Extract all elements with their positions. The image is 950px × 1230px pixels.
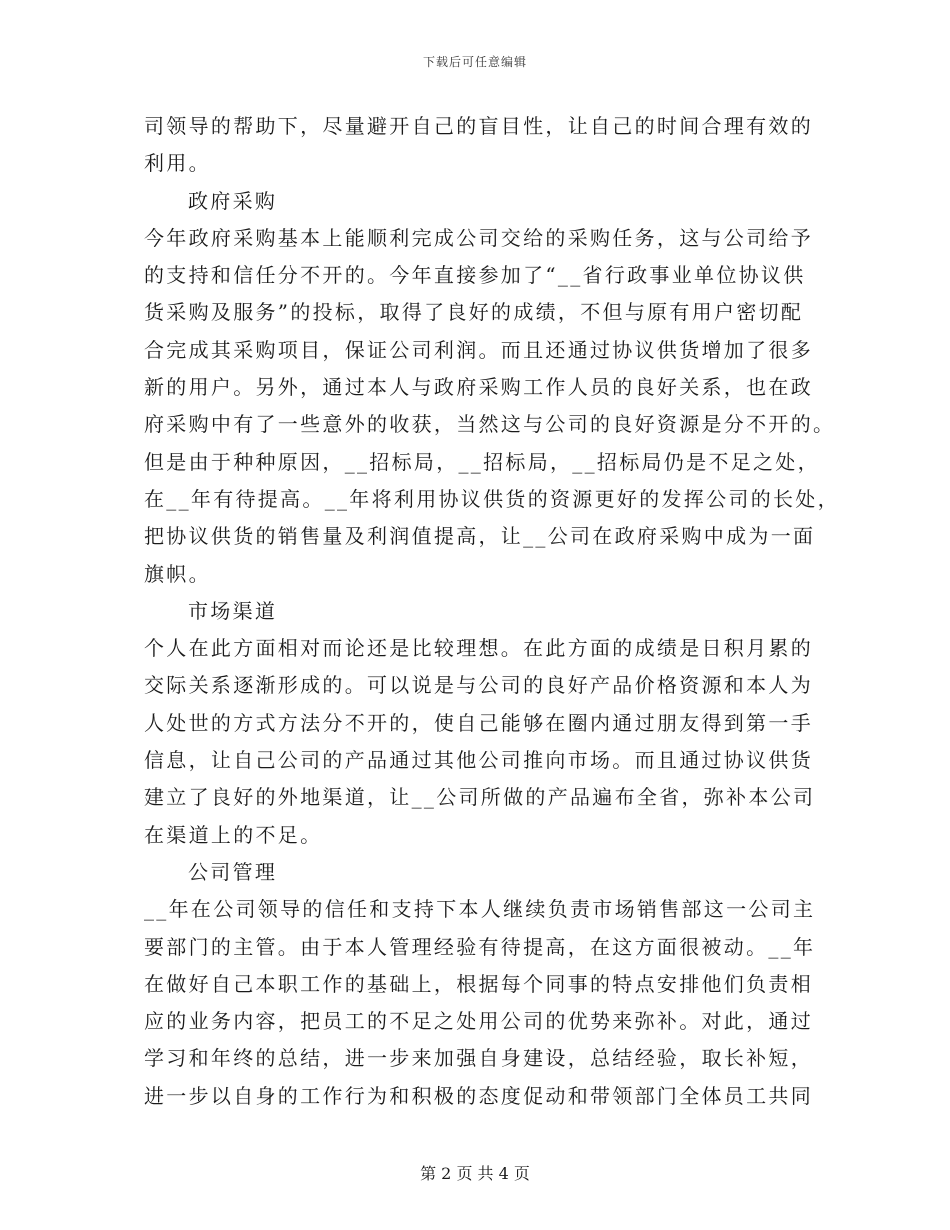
page-number-footer: 第 2 页 共 4 页 [420, 1164, 530, 1183]
body-text-line: 应的业务内容，把员工的不足之处用公司的优势来弥补。对此，通过 [144, 1009, 813, 1034]
body-text-line: 交际关系逐渐形成的。可以说是与公司的良好产品价格资源和本人为 [144, 673, 813, 698]
body-text-line: 今年政府采购基本上能顺利完成公司交给的采购任务，这与公司给予 [144, 225, 813, 250]
body-text-line: 在__年有待提高。__年将利用协议供货的资源更好的发挥公司的长处， [144, 486, 840, 511]
body-text-line: 新的用户。另外，通过本人与政府采购工作人员的良好关系，也在政 [144, 375, 813, 400]
body-text-line: 学习和年终的总结，进一步来加强自身建设，总结经验，取长补短， [144, 1046, 813, 1071]
body-text-line: __年在公司领导的信任和支持下本人继续负责市场销售部这一公司主 [144, 897, 816, 922]
section-heading-company-management: 公司管理 [188, 859, 278, 884]
body-text-line: 府采购中有了一些意外的收获，当然这与公司的良好资源是分不开的。 [144, 412, 836, 437]
body-text-line: 货采购及服务”的投标，取得了良好的成绩，不但与原有用户密切配 [144, 300, 804, 325]
section-heading-market-channels: 市场渠道 [188, 598, 278, 623]
body-text-line: 要部门的主管。由于本人管理经验有待提高，在这方面很被动。__年 [144, 934, 816, 959]
body-text-line: 司领导的帮助下，尽量避开自己的盲目性，让自己的时间合理有效的 [144, 114, 813, 138]
body-text-line: 利用。 [144, 151, 211, 176]
body-text-line: 个人在此方面相对而论还是比较理想。在此方面的成绩是日积月累的 [144, 636, 813, 661]
body-text-line: 的支持和信任分不开的。今年直接参加了“__省行政事业单位协议供 [144, 263, 806, 288]
document-body [144, 108, 840, 1115]
body-text-line: 旗帜。 [144, 561, 211, 586]
body-text-line: 合完成其采购项目，保证公司利润。而且还通过协议供货增加了很多 [144, 337, 813, 362]
body-text-line: 在做好自己本职工作的基础上，根据每个同事的特点安排他们负责相 [144, 971, 813, 996]
body-text-line: 人处世的方式方法分不开的，使自己能够在圈内通过朋友得到第一手 [144, 710, 813, 735]
body-text-line: 但是由于种种原因，__招标局，__招标局，__招标局仍是不足之处， [144, 449, 820, 474]
body-text-line: 建立了良好的外地渠道，让__公司所做的产品遍布全省，弥补本公司 [144, 785, 816, 810]
body-text-line: 把协议供货的销售量及利润值提高，让__公司在政府采购中成为一面 [144, 524, 816, 549]
section-heading-government-procurement: 政府采购 [188, 188, 278, 213]
page-header: 下载后可任意编辑 [422, 55, 527, 69]
body-text-line: 进一步以自身的工作行为和积极的态度促动和带领部门全体员工共同 [144, 1083, 813, 1108]
body-text-line: 信息，让自己公司的产品通过其他公司推向市场。而且通过协议供货 [144, 748, 813, 773]
body-text-line: 在渠道上的不足。 [144, 822, 323, 847]
